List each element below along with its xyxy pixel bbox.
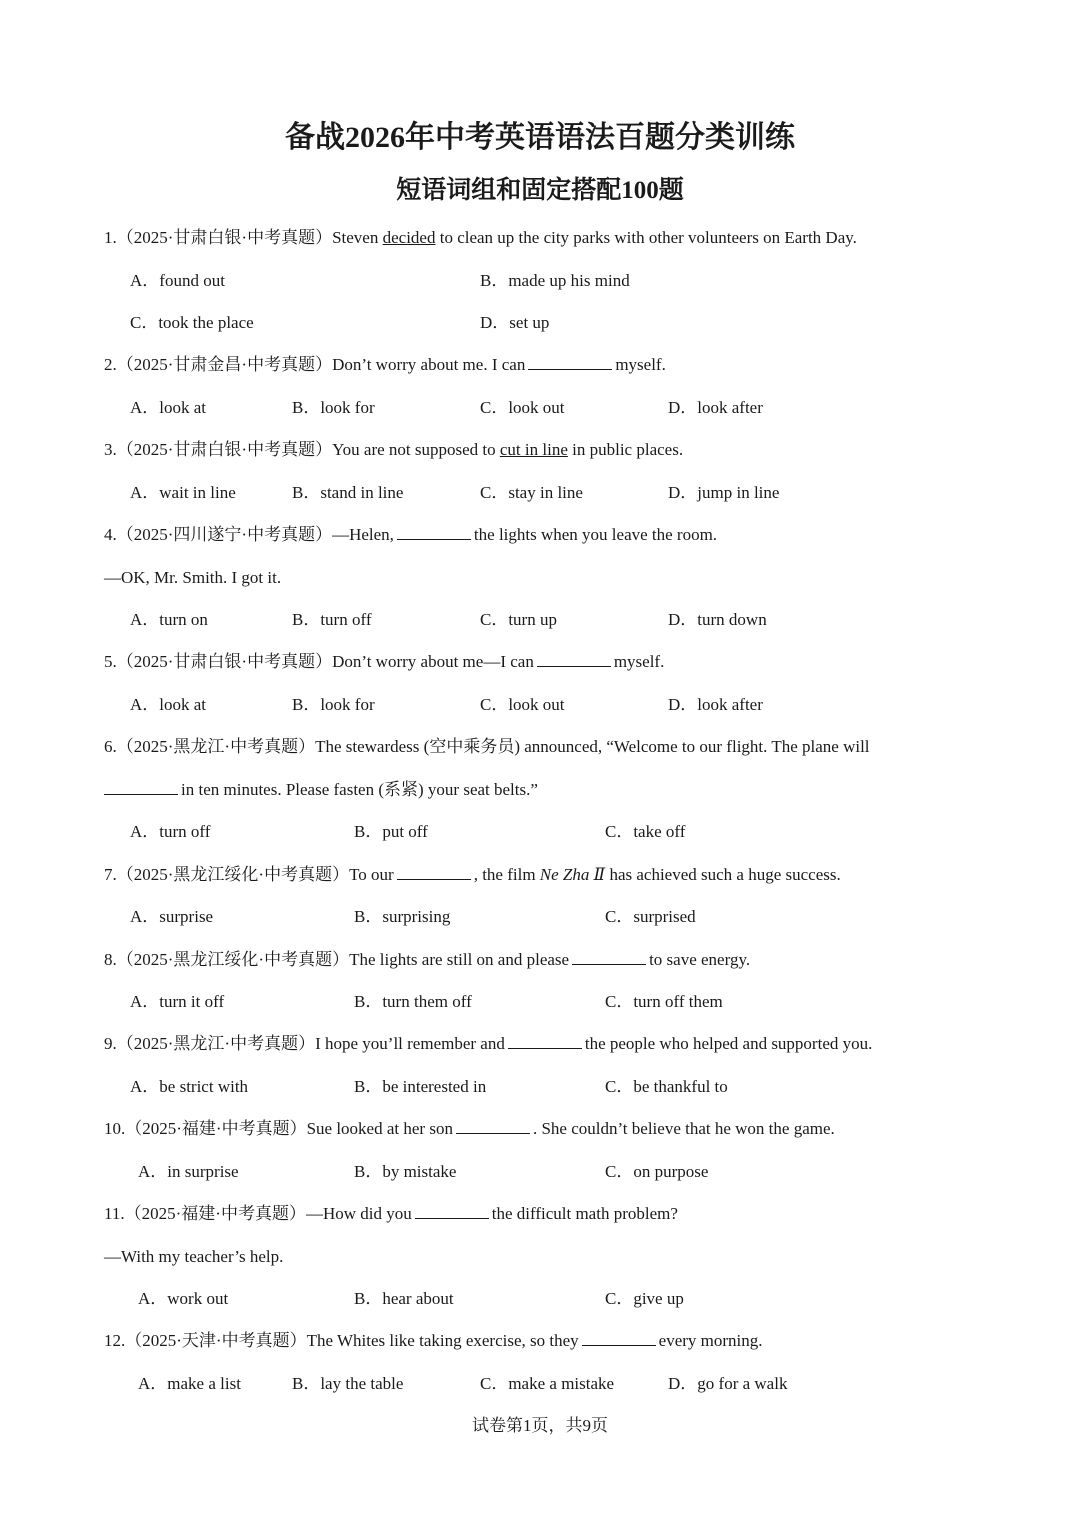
q8-option-c: C．turn off them: [605, 992, 723, 1011]
q1-option-d: D．set up: [480, 313, 550, 332]
q9-option-a: A．be strict with: [130, 1077, 249, 1096]
question-3: 3.（2025·甘肃白银·中考真题）You are not supposed to cut in line in public places.: [104, 440, 684, 459]
question-12: 12.（2025·天津·中考真题）The Whites like taking exercise, so they every morning.: [104, 1331, 763, 1350]
q6-option-a: A．turn off: [130, 822, 211, 841]
q7-option-b: B．surprising: [354, 907, 451, 926]
question-1: 1.（2025·甘肃白银·中考真题）Steven decided to clean up the city parks with other volunteers on Earth Day.: [104, 228, 857, 247]
page-footer: 试卷第1页，共9页: [472, 1416, 608, 1435]
question-4-line-2: —OK, Mr. Smith. I got it.: [104, 568, 282, 587]
question-4: 4.（2025·四川遂宁·中考真题）—Helen, the lights when you leave the room.: [104, 525, 718, 544]
question-11-line-2: —With my teacher’s help.: [104, 1247, 284, 1266]
question-6: 6.（2025·黑龙江·中考真题）The stewardess (空中乘务员) announced, “Welcome to our flight. The plane will: [104, 737, 870, 756]
q11-option-c: C．give up: [605, 1289, 684, 1308]
q3-option-d: D．jump in line: [668, 483, 780, 502]
q3-option-a: A．wait in line: [130, 483, 236, 502]
q12-option-d: D．go for a walk: [668, 1374, 788, 1393]
q2-option-c: C．look out: [480, 398, 565, 417]
q4-option-c: C．turn up: [480, 610, 557, 629]
page-subtitle: 短语词组和固定搭配100题: [396, 177, 684, 204]
q5-option-c: C．look out: [480, 695, 565, 714]
question-8: 8.（2025·黑龙江绥化·中考真题）The lights are still on and please to save energy.: [104, 950, 751, 969]
q2-option-a: A．look at: [130, 398, 207, 417]
q1-option-a: A．found out: [130, 271, 225, 290]
q8-option-b: B．turn them off: [354, 992, 472, 1011]
q6-option-c: C．take off: [605, 822, 686, 841]
q11-option-b: B．hear about: [354, 1289, 454, 1308]
q1-option-c: C．took the place: [130, 313, 254, 332]
q10-option-b: B．by mistake: [354, 1162, 457, 1181]
q4-option-b: B．turn off: [292, 610, 372, 629]
q11-option-a: A．work out: [138, 1289, 229, 1308]
question-5: 5.（2025·甘肃白银·中考真题）Don’t worry about me—I can myself.: [104, 652, 665, 671]
question-9: 9.（2025·黑龙江·中考真题）I hope you’ll remember and the people who helped and supported you.: [104, 1034, 873, 1053]
q7-option-c: C．surprised: [605, 907, 696, 926]
q6-option-b: B．put off: [354, 822, 428, 841]
q3-option-b: B．stand in line: [292, 483, 404, 502]
q4-option-a: A．turn on: [130, 610, 208, 629]
page-title: 备战2026年中考英语语法百题分类训练: [285, 121, 795, 154]
q8-option-a: A．turn it off: [130, 992, 225, 1011]
question-11: 11.（2025·福建·中考真题）—How did you the difficult math problem?: [104, 1204, 678, 1223]
question-7: 7.（2025·黑龙江绥化·中考真题）To our , the film Ne Zha Ⅱ has achieved such a huge success.: [104, 865, 841, 884]
q12-option-a: A．make a list: [138, 1374, 241, 1393]
q5-option-a: A．look at: [130, 695, 207, 714]
q1-option-b: B．made up his mind: [480, 271, 630, 290]
q12-option-c: C．make a mistake: [480, 1374, 615, 1393]
q2-option-b: B．look for: [292, 398, 375, 417]
q7-option-a: A．surprise: [130, 907, 214, 926]
q12-option-b: B．lay the table: [292, 1374, 404, 1393]
q3-option-c: C．stay in line: [480, 483, 583, 502]
q10-option-c: C．on purpose: [605, 1162, 709, 1181]
q5-option-b: B．look for: [292, 695, 375, 714]
q10-option-a: A．in surprise: [138, 1162, 239, 1181]
q9-option-c: C．be thankful to: [605, 1077, 728, 1096]
q5-option-d: D．look after: [668, 695, 763, 714]
q4-option-d: D．turn down: [668, 610, 767, 629]
q9-option-b: B．be interested in: [354, 1077, 487, 1096]
question-10: 10.（2025·福建·中考真题）Sue looked at her son . She couldn’t believe that he won the game.: [104, 1119, 835, 1138]
question-2: 2.（2025·甘肃金昌·中考真题）Don’t worry about me. I can myself.: [104, 355, 666, 374]
q2-option-d: D．look after: [668, 398, 763, 417]
question-6-line-2: in ten minutes. Please fasten (系紧) your seat belts.”: [104, 778, 538, 802]
